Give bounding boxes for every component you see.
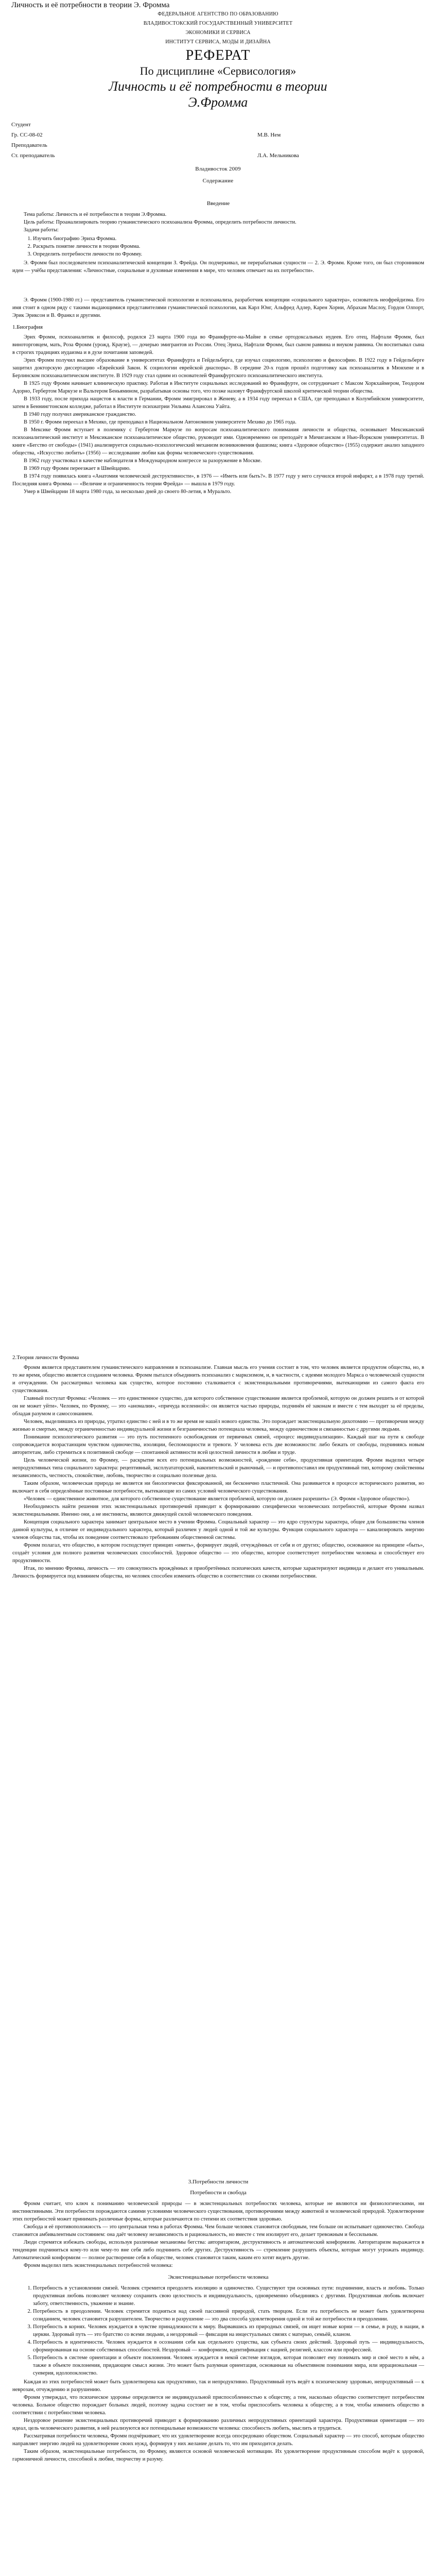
bio-paragraph: В 1925 году Фромм начинает клиническую практику. Работая в Институте социальных исследований во Франкфурте, он сотрудничает с Максом Хоркхаймером, Теодором Адорно, Гербертом Маркузе и Вальтером Беньямином, разрабатывая основы того, что позже назовут Франкфуртской школой критической теории общества. xyxy=(12,381,424,394)
needs-subheading-2: Экзистенциальные потребности человека xyxy=(168,2274,269,2280)
cover-topic-line1: Личность и её потребности в теории xyxy=(109,79,327,94)
theory-section xyxy=(12,1350,424,1580)
intro-paragraph: Цель работы: Проанализировать теорию гуманистического психоанализа Фромма, определить потребности личности. xyxy=(24,219,297,225)
theory-paragraph: Цель человеческой жизни, по Фромму, — раскрытие всех его потенциальных возможностей, «рождение себя», продуктивная ориентация. Фромм выделил четыре непродуктивных типа социального характера: рецептивный, эксплуататорский, накопительский и рыночный, — и противопоставил им продуктивный тип, которому свойственны независимость, честность, спокойствие, любовь, творчество и социально полезные дела. xyxy=(12,1458,424,1479)
student-group: Гр. СС-08-02 xyxy=(11,132,43,138)
bio-section xyxy=(12,296,424,496)
intro-section xyxy=(12,196,424,275)
theory-paragraph: Фромм полагал, что общество, в котором господствует принцип «иметь», формирует людей, отчуждённых от себя и от других; общество, основанное на принципе «быть», создаёт условия для полного развития человеческих способностей. Здоровое общество — это общество, которое соответствует потребностям человека и способствует его продуктивности. xyxy=(12,1543,424,1564)
bio-paragraph: В 1940 году получил американское гражданство. xyxy=(24,412,136,417)
theory-paragraph: Главный постулат Фромма: «Человек — это единственное существо, для которого собственное существование является проблемой, которую он должен решить и от которой он не может уйти». Человек, по Фромму, — это «аномалия», «причуда вселенной»: он является частью природы, подчинён её законам и вместе с тем выходит за её пределы, обладая разумом и самосознанием. xyxy=(12,1396,424,1417)
needs-section xyxy=(12,2174,424,2463)
header-economics: ЭКОНОМИКИ И СЕРВИСА xyxy=(185,30,251,36)
bio-paragraph: В 1950 г. Фромм переехал в Мехико, где преподавал в Национальном Автономном университете Мехико до 1965 года. xyxy=(24,419,297,425)
list-item: 1. Изучить биографию Эриха Фромма. xyxy=(33,235,424,243)
bio-paragraph: В Мексике Фромм вступает в полемику с Гербертом Маркузе по вопросам психоаналитического понимания личности и общества, основывает Мексиканский психоаналитический институт и Мексиканское психоаналитическое общество, руководит ими. Одновременно он преподаёт в Мичиганском и Нью-Йоркском университетах. В книге «Бегство от свободы» (1941) анализируется социально-психологический механизм возникновения фашизма; книга «Здоровое общество» (1955) содержит анализ западного общества, «Искусство любить» (1956) — исследование любви как формы человеческого существования. xyxy=(12,427,424,456)
theory-heading: 2.Теория личности Фромма xyxy=(12,1354,79,1361)
list-item: 1. Потребность в установлении связей. Человек стремится преодолеть изоляцию и одиночество. Существуют три основных пути: подчинение, власть и любовь. Только продуктивная любовь позволяет человеку сохранить свою целостность и индивидуальность, одновременно объединяясь с другими. Продуктивная любовь включает заботу, ответственность, уважение и знание. xyxy=(33,2284,424,2308)
needs-paragraph: Люди стремятся избежать свободы, используя различные механизмы бегства: авторитаризм, деструктивность и автоматический конформизм. Авторитаризм выражается в тенденции подчиниться кому-то или чему-то вне себя либо подчинить себе других. Деструктивность — стремление разрушить объекты, которые могут угрожать индивиду. Автоматический конформизм — полное растворение себя в обществе, человек становится таким, каким его хотят видеть другие. xyxy=(12,2240,424,2261)
theory-paragraph: Понимание психологического развития — это путь постепенного освобождения от первичных связей, «процесс индивидуализации». Каждый шаг на пути к свободе сопровождается возрастающим чувством одиночества, изоляции, беспомощности и тревоги. У человека есть две возможности: либо бежать от свободы, подчиняясь новым авторитетам, либо стремиться к позитивной свободе — спонтанной активности всей целостной личности в любви и труде. xyxy=(12,1434,424,1455)
list-item: 2. Потребность в преодолении. Человек стремится подняться над своей пассивной природой, стать творцом. Если эта потребность не может быть удовлетворена созиданием, человек становится разрушителем. Творчество и разрушение — это два способа удовлетворения одной и той же потребности в преодолении. xyxy=(33,2308,424,2323)
teacher-name: Л.А. Мельникова xyxy=(257,152,299,159)
student-name: М.В. Нем xyxy=(257,132,281,138)
header-institute: ИНСТИТУТ СЕРВИСА, МОДЫ И ДИЗАЙНА xyxy=(165,39,271,45)
list-item: 5. Потребность в системе ориентации и объекте поклонения. Человек нуждается в некой системе взглядов, которая позволяет ему понимать мир и своё место в нём, а также в объекте поклонения, придающем смысл жизни. Это может быть разумная ориентация, основанная на объективном понимании мира, или иррациональная — суеверия, идолопоклонство. xyxy=(33,2354,424,2377)
theory-paragraph: Итак, по мнению Фромма, личность — это совокупность врождённых и приобретённых психических качеств, которые характеризуют индивида и делают его уникальным. Личность формируется под влиянием общества, но человек способен изменить общество в соответствии со своими потребностями. xyxy=(12,1566,424,1579)
needs-paragraph: Таким образом, экзистенциальные потребности, по Фромму, являются основой человеческой мотивации. Их удовлетворение продуктивным способом ведёт к здоровой, гармоничной личности, способной к любви, творчеству и разуму. xyxy=(12,2449,424,2462)
needs-paragraph: Свобода и её противоположность — это центральная тема в работах Фромма. Чем больше человек становится свободным, тем больше он испытывает одиночество. Свобода становится амбивалентным состоянием: она даёт человеку независимость и рациональность, но вместе с тем изолирует его, делает тревожным и бессильным. xyxy=(12,2224,424,2238)
theory-paragraph: Концепция социального характера занимает центральное место в учении Фромма. Социальный характер — это ядро структуры характера, общее для большинства членов данной культуры, в отличие от индивидуального характера, который различен у людей одной и той же культуры. Функция социального характера — канализировать энергию членов общества так, чтобы их поведение соответствовало требованиям общественной системы. xyxy=(12,1519,424,1540)
needs-heading: 3.Потребности личности xyxy=(188,2179,249,2185)
list-item: 3. Определить потребности личности по Фромму. xyxy=(33,250,424,258)
cover-label: РЕФЕРАТ xyxy=(185,47,251,63)
bio-paragraph: В 1969 году Фромм переезжает в Швейцарию. xyxy=(24,466,131,471)
header-university: ВЛАДИВОСТОКСКИЙ ГОСУДАРСТВЕННЫЙ УНИВЕРСИТЕТ xyxy=(143,21,293,26)
needs-subheading: Потребности и свобода xyxy=(190,2190,247,2196)
city-year: Владивосток 2009 xyxy=(195,166,241,172)
bio-intro-paragraph: Э. Фромм (1900-1980 гг.) — представитель гуманистической психологии и психоанализа, разработчик концепции «социального характера», основатель неофрейдизма. Его имя стоит в одном ряду с такими выдающимися представителями гуманистической психологии, как Карл Юнг, Альфред Адлер, Карен Хорни, Абрахам Маслоу, Гордон Олпорт, Эрик Эриксон и В. Франкл и другими. xyxy=(12,297,424,318)
list-item: 4. Потребность в идентичности. Человек нуждается в осознании себя как отдельного существа, как субъекта своих действий. Здоровый путь — индивидуальность, сформированная на основе собственных способностей. Нездоровый — конформизм, идентификация с нацией, религией, классом или профессией. xyxy=(33,2338,424,2354)
needs-paragraph: Фромм утверждал, что психическое здоровье определяется не индивидуальной приспособленностью к обществу, а тем, насколько общество соответствует потребностям человека. Больное общество порождает больных людей, поэтому задача состоит не в том, чтобы приспособить человека к обществу, а в том, чтобы изменить общество в соответствии с потребностями человека. xyxy=(12,2395,424,2416)
needs-paragraph: Нездоровое решение экзистенциальных противоречий приводит к формированию различных непродуктивных ориентаций характера. Продуктивная ориентация — это идеал, цель человеческого развития, в ней реализуются все потенциальные возможности человека: способность любить, мыслить и трудиться. xyxy=(12,2418,424,2431)
list-item: 3. Потребность в корнях. Человек нуждается в чувстве принадлежности к миру. Вырвавшись из природных связей, он ищет новые корни — в семье, в роду, в нации, в церкви. Здоровый путь — это братство со всеми людьми, а нездоровый — фиксация на инцестуальных связях с матерью, семьёй, кланом. xyxy=(33,2323,424,2338)
theory-paragraph: Фромм является представителем гуманистического направления в психоанализе. Главная мысль его учения состоит в том, что человек является продуктом общества, но, в то же время, общество является созданием человека. Фромм пытался объединить психоанализ с марксизмом, и, в частности, с идеями молодого Маркса о человеческой сущности и отчуждении. Он рассматривал человека как существо, которое постоянно сталкивается с экзистенциальными противоречиями, вытекающими из самого факта его существования. xyxy=(12,1365,424,1394)
bio-paragraph: В 1974 году появилась книга «Анатомия человеческой деструктивности», в 1976 — «Иметь или быть?». В 1977 году у него случился второй инфаркт, а в 1978 году третий. Последняя книга Фромма — «Величие и ограниченность теории Фрейда» — вышла в 1979 году. xyxy=(12,473,424,487)
intro-heading: Введение xyxy=(206,200,230,207)
needs-paragraph: Каждая из этих потребностей может быть удовлетворена как продуктивно, так и непродуктивно. Продуктивный путь ведёт к психическому здоровью, непродуктивный — к неврозам, отчуждению и разрушению. xyxy=(12,2379,424,2393)
needs-paragraph: Фромм выделил пять экзистенциальных потребностей человека: xyxy=(24,2263,173,2268)
document-title: Личность и её потребности в теории Э. Фромма xyxy=(11,1,170,9)
teacher-position: Ст. преподаватель xyxy=(11,152,55,159)
cover-topic-line2: Э.Фромма xyxy=(188,95,248,110)
theory-paragraph: Таким образом, человеческая природа не является ни биологически фиксированной, ни бесконечно пластичной. Она развивается в процессе исторического развития, но включает в себя определённые постоянные потребности, вытекающие из самих условий человеческого существования. xyxy=(12,1481,424,1494)
needs-list xyxy=(12,2284,424,2377)
bio-paragraph: Эрих Фромм, психоаналитик и философ, родился 23 марта 1900 года во Франкфурте-на-Майне в семье ортодоксальных иудеев. Его отец, Нафтали Фромм, был виноторговцем, мать, Роза Фромм (урожд. Краузе), — дочерью эмигрантов из России. Отец Эриха, Нафтали Фромм, был сыном раввина и внуком раввина. Он воспитывал сына в строгих традициях иудаизма и в духе почитания заповедей. xyxy=(12,334,424,355)
header-agency: ФЕДЕРАЛЬНОЕ АГЕНТСТВО ПО ОБРАЗОВАНИЮ xyxy=(158,11,278,17)
needs-paragraph: Фромм считает, что ключ к пониманию человеческой природы — в экзистенциальных потребностях человека, которые не являются ни физиологическими, ни инстинктивными. Эти потребности порождаются самими условиями человеческого существования, противоречиями между животной и человеческой природой. Удовлетворение этих потребностей может принимать различные формы, которые различаются по степени их соответствия здоровью. xyxy=(12,2201,424,2222)
intro-paragraph: Э. Фромм был последователем психоаналитической концепции З. Фрейда. Он подчеркивал, не перерабатывая сущности — 2. Э. Фромм. Кроме того, он был сторонником идеи — учёбы представления: «Личностные, социальные и духовные изменения в мире, что человек отвечает на их потребности». xyxy=(12,260,424,274)
bio-heading: 1.Биография xyxy=(12,324,43,330)
bio-paragraph: Умер в Швейцарии 18 марта 1980 года, за несколько дней до своего 80-летия, в Муральто. xyxy=(24,489,232,495)
cover-discipline: По дисциплине «Сервисология» xyxy=(139,64,297,77)
needs-paragraph: Рассматривая потребности человека, Фромм подчёркивает, что их удовлетворение всегда опосредовано обществом. Социальный характер — это способ, которым общество направляет энергию людей на удовлетворение своих нужд, формируя у них желание делать то, что им приходится делать. xyxy=(12,2433,424,2447)
bio-paragraph: В 1962 году участвовал в качестве наблюдателя в Международном конгрессе за разоружение в Москве. xyxy=(24,458,262,464)
student-label: Студент xyxy=(11,122,31,128)
theory-paragraph: Человек, выделившись из природы, утратил единство с ней и в то же время не нашёл нового единства. Это порождает экзистенциальную дихотомию — противоречия между жизнью и смертью, между ограниченностью индивидуальной жизни и безграничностью потенциала человека, между одиночеством и связанностью с другими людьми. xyxy=(12,1419,424,1432)
tasks-list xyxy=(12,235,424,258)
theory-paragraph: «Человек — единственное животное, для которого собственное существование является проблемой, которую он должен разрешить» (Э. Фромм «Здоровое общество»). xyxy=(24,1496,410,1502)
intro-paragraph: Тема работы: Личность и её потребности в теории Э.Фромма. xyxy=(24,212,167,217)
theory-paragraph: Необходимость найти решения этих экзистенциальных противоречий приводит к формированию специфически человеческих потребностей, которые Фромм назвал экзистенциальными. Именно они, а не инстинкты, являются движущей силой человеческого поведения. xyxy=(12,1504,424,1517)
contents-heading: Содержание xyxy=(202,178,234,184)
list-item: 2. Раскрыть понятие личности в теории Фромма. xyxy=(33,243,424,250)
bio-paragraph: В 1933 году, после прихода нацистов к власти в Германии, Фромм эмигрировал в Женеву, а в 1934 году переехал в США, где преподавал в Колумбийском университете, затем в Беннингтонском колледже, работал в Институте психиатрии Уильяма Алансона Уайта. xyxy=(12,396,424,410)
bio-paragraph: Эрих Фромм получил высшее образование в университетах Франкфурта и Гейдельберга, где изучал социологию, психологию и философию. В 1922 году в Гейдельберге защитил докторскую диссертацию «Еврейский Закон. К социологии еврейской диаспоры». В середине 20-х годов прошёл подготовку как психоаналитик в Мюнхене и в Берлинском психоаналитическом институте. В 1929 году стал одним из основателей Франкфуртского психоаналитического института. xyxy=(12,358,424,379)
intro-paragraph: Задачи работы: xyxy=(24,227,59,233)
teacher-label: Преподаватель xyxy=(11,142,47,148)
